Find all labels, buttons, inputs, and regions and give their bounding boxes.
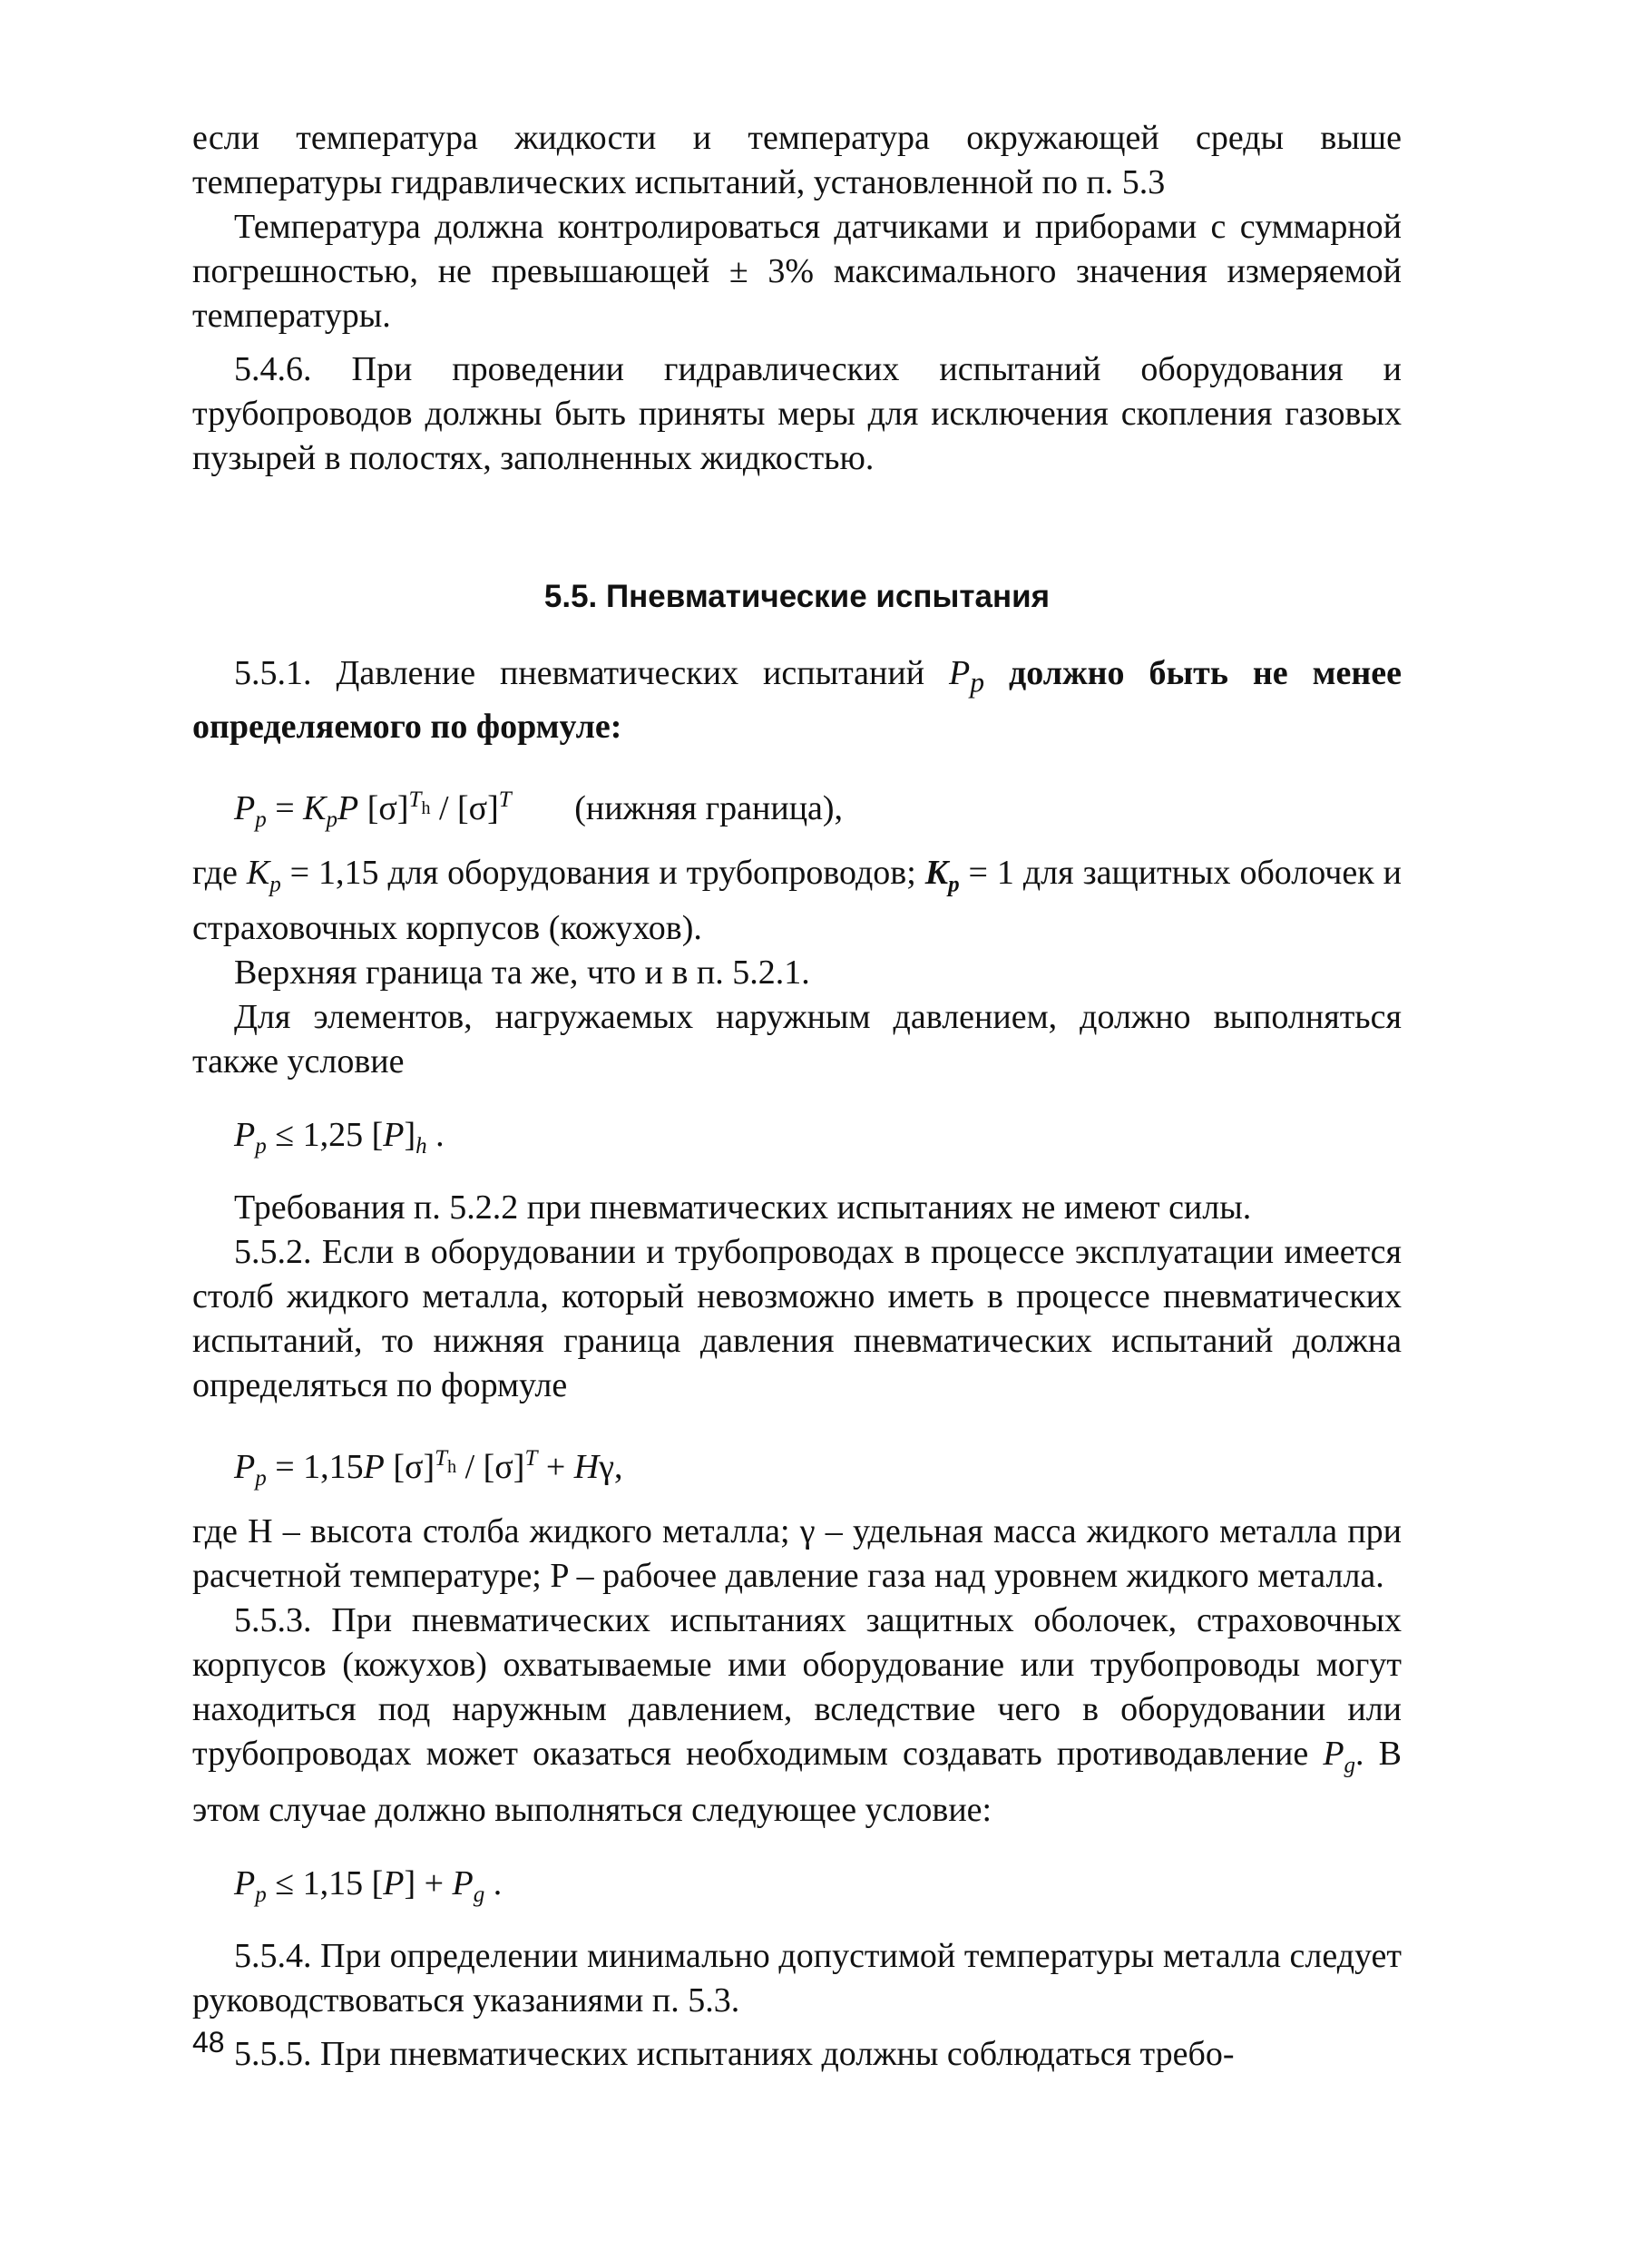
paragraph-3: 5.4.6. При проведении гидравлических испытаний оборудования и трубопроводов должны быть приняты меры для исключения скопления газовых пузырей в полостях, заполненных жидкостью. <box>192 350 1402 477</box>
where-kp: где $K_p = 1,15$ для оборудования и трубопроводов; $K_p = 1$ для защитных оболочек и страховочных корпусов (кожухов). <box>192 853 1402 948</box>
section-title: 5.5. Пневматические испытания <box>543 579 1051 614</box>
formula-note: (нижняя граница), <box>574 788 844 827</box>
page-number: 48 <box>192 2026 225 2059</box>
clause-5-5-2: 5.5.2. Если в оборудовании и трубопроводах в процессе эксплуатации имеется столб жидкого металла, который невозможно иметь в процессе пневматических испытаний, то нижняя граница давления пневматических испытаний должна определяться по формуле <box>192 1233 1402 1405</box>
upper-bound-text: Верхняя граница та же, что и в п. 5.2.1. <box>234 953 810 993</box>
clause-5-5-1-text-b: должно быть не менее определяемого по формуле: <box>192 654 1402 746</box>
paragraph-2: Температура должна контролироваться датчиками и приборами с суммарной погрешностью, не превышающей ± 3% максимального значения измеряемой температуры. <box>192 208 1402 335</box>
document-page <box>192 116 1402 2077</box>
clause-5-5-1: 5.5.1. Давление пневматических испытаний $P_p$ должно быть не менее определяемого по формуле: <box>192 654 1402 746</box>
formula-liquid-metal: $P_p = 1,15P$ $[\sigma]^{T_h} / [\sigma]^T + H\gamma$, <box>234 1446 623 1491</box>
formula-external-condition: $P_p \le 1,25$ $[P]_h$ . <box>234 1116 445 1159</box>
where-h-gamma: где H – высота столба жидкого металла; γ – удельная масса жидкого металла при расчетной температуре; P – рабочее давление газа над уровнем жидкого металла. <box>192 1512 1402 1596</box>
clause-5-5-1-text-a: 5.5.1. Давление пневматических испытаний <box>234 654 950 692</box>
formula-lower-bound: $P_p = K_pP$ $[\sigma]^{T_h} / [\sigma]^T$ (нижняя граница), <box>234 787 844 832</box>
clause-5-5-3: 5.5.3. При пневматических испытаниях защитных оболочек, страховочных корпусов (кожухов) охватываемые ими оборудование или трубопроводы могут находиться под наружным давлением, вследствие чего в оборудовании или трубопроводах может оказаться необходимым создавать противодавление $P_g$. В этом случае должно выполняться следующее условие: <box>192 1601 1402 1829</box>
clause-5-5-5: 5.5.5. При пневматических испытаниях должны соблюдаться требо- <box>234 2034 1235 2073</box>
formula-backpressure: $P_p \le 1,15$ $[P] + P_g$ . <box>234 1863 503 1907</box>
external-pressure-text: Для элементов, нагружаемых наружным давлением, должно выполняться также условие <box>192 998 1402 1081</box>
clause-5-5-4: 5.5.4. При определении минимально допустимой температуры металла следует руководствоваться указаниями п. 5.3. <box>192 1936 1402 2019</box>
not-applicable-text: Требования п. 5.2.2 при пневматических испытаниях не имеют силы. <box>234 1188 1252 1227</box>
paragraph-1: если температура жидкости и температура окружающей среды выше температуры гидравлических испытаний, установленной по п. 5.3 <box>192 119 1402 201</box>
